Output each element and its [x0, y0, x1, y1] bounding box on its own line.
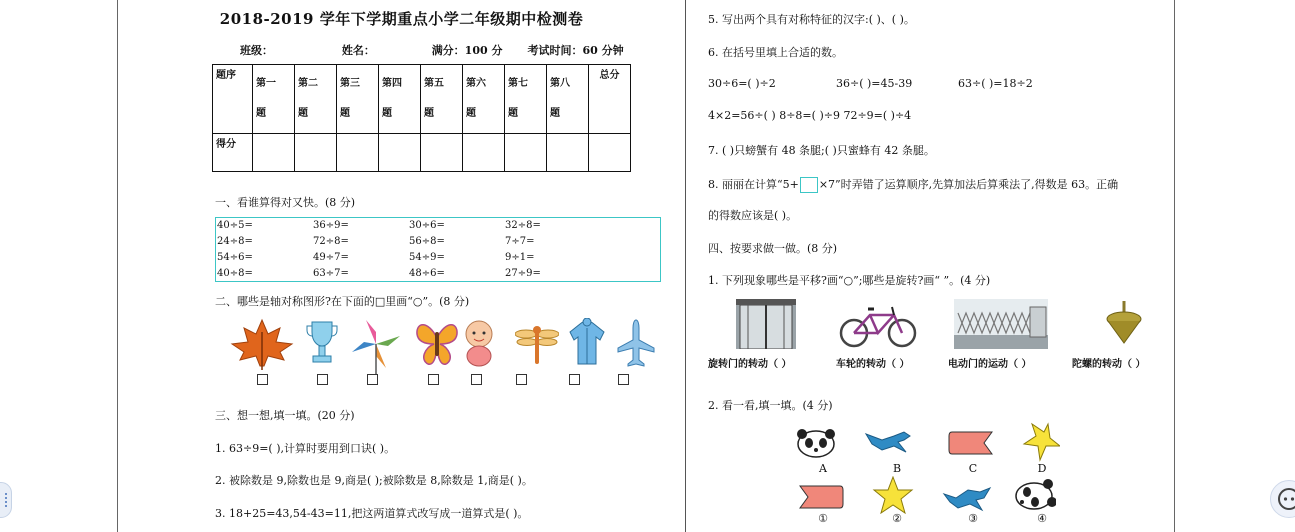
calc-row	[217, 235, 657, 251]
calc-row	[217, 219, 657, 235]
assistant-button[interactable]	[1270, 480, 1295, 518]
answer-checkbox[interactable]	[516, 374, 527, 385]
butterfly-icon	[414, 318, 460, 370]
score-col-2: 第二 题	[295, 65, 337, 134]
calc-item: 40÷5=	[217, 220, 253, 231]
question-6-row1-c: 63÷( )=18÷2	[958, 77, 1033, 90]
side-panel-toggle[interactable]	[0, 482, 12, 518]
chat-bot-icon	[1277, 487, 1295, 511]
section4-title: 四、按要求做一做。(8 分)	[708, 242, 838, 255]
shape-label-d: D	[1037, 462, 1047, 475]
score-cell	[337, 134, 379, 172]
calc-item: 36÷9=	[313, 220, 349, 231]
question-6-row2: 4×2=56÷( ) 8÷8=( )÷9 72÷9=( )÷4	[708, 109, 912, 122]
right-page	[686, 0, 1174, 532]
calc-item: 54÷9=	[409, 252, 445, 263]
question-8	[708, 176, 1118, 193]
calc-item: 72÷8=	[313, 236, 349, 247]
question-8-line2: 的得数应该是( )。	[708, 209, 798, 222]
coat-icon	[568, 318, 606, 370]
calc-item: 30÷6=	[409, 220, 445, 231]
revolving-door-photo	[736, 299, 796, 349]
ribbon-shape-rotated-icon	[798, 484, 844, 510]
blank-box[interactable]	[800, 177, 818, 193]
score-col-1: 第一 题	[253, 65, 295, 134]
question-7: 7. ( )只螃蟹有 48 条腿;( )只蜜蜂有 42 条腿。	[708, 144, 935, 157]
info-row	[240, 42, 624, 58]
score-col-7: 第七 题	[505, 65, 547, 134]
baby-icon	[462, 318, 496, 370]
caption-electric-gate: 电动门的运动（ ）	[948, 359, 1032, 370]
class-label: 班级：	[240, 44, 273, 57]
question-3-3: 3. 18+25=43,54-43=11,把这两道算式改写成一道算式是( )。	[215, 507, 529, 520]
shape-label-2: ②	[892, 512, 902, 525]
bird-icon	[864, 428, 912, 458]
calc-row	[217, 267, 657, 283]
shape-label-4: ④	[1037, 512, 1047, 525]
question-6: 6. 在括号里填上合适的数。	[708, 46, 843, 59]
answer-checkbox[interactable]	[471, 374, 482, 385]
answer-checkbox[interactable]	[428, 374, 439, 385]
calc-item: 54÷6=	[217, 252, 253, 263]
shape-label-1: ①	[818, 512, 828, 525]
shape-label-3: ③	[968, 512, 978, 525]
question-8-part2: ×7”时弄错了运算顺序,先算加法后算乘法了,得数是 63。正确	[818, 178, 1119, 191]
shape-label-c: C	[968, 462, 978, 475]
score-col-4: 第四 题	[379, 65, 421, 134]
bicycle-photo	[838, 299, 918, 349]
full-score: 满分：100 分	[431, 44, 503, 57]
name-label: 姓名：	[341, 44, 375, 57]
panda-rotated-icon	[1012, 478, 1056, 512]
answer-checkbox[interactable]	[367, 374, 378, 385]
question-3-2: 2. 被除数是 9,除数也是 9,商是( );被除数是 8,除数是 1,商是( )。	[215, 474, 533, 487]
score-cell	[253, 134, 295, 172]
spinning-top-photo	[1104, 299, 1144, 349]
section4-question-1: 1. 下列现象哪些是平移?画“○”;哪些是旋转?画“ ”。(4 分)	[708, 274, 991, 287]
exam-time: 考试时间：60 分钟	[527, 44, 624, 57]
score-col-5: 第五 题	[421, 65, 463, 134]
calc-item: 24÷8=	[217, 236, 253, 247]
left-page	[118, 0, 685, 532]
calc-item: 9÷1=	[505, 252, 535, 263]
question-5: 5. 写出两个具有对称特征的汉字:( )、( )。	[708, 13, 915, 26]
calc-box	[215, 217, 661, 282]
answer-checkbox[interactable]	[569, 374, 580, 385]
score-cell	[589, 134, 631, 172]
question-3-1: 1. 63÷9=( ),计算时要用到口诀( )。	[215, 442, 396, 455]
score-table	[212, 64, 631, 172]
dragonfly-icon	[515, 318, 559, 370]
score-col-6: 第六 题	[463, 65, 505, 134]
calc-item: 48÷6=	[409, 268, 445, 279]
shape-label-b: B	[892, 462, 902, 475]
drag-handle-icon	[5, 493, 8, 507]
panda-icon	[794, 426, 838, 460]
answer-checkbox[interactable]	[257, 374, 268, 385]
sidebar-border-right	[1174, 0, 1175, 532]
section3-title: 三、想一想,填一填。(20 分)	[215, 409, 355, 422]
airplane-icon	[616, 318, 656, 372]
score-col-8: 第八 题	[547, 65, 589, 134]
trophy-icon	[306, 318, 338, 372]
calc-row	[217, 251, 657, 267]
calc-item: 7÷7=	[505, 236, 535, 247]
electric-gate-photo	[954, 299, 1048, 349]
calc-item: 56÷8=	[409, 236, 445, 247]
question-6-row1-a: 30÷6=( )÷2	[708, 77, 776, 90]
ribbon-shape-icon	[948, 430, 994, 456]
bird-rotated-icon	[942, 484, 992, 512]
score-cell	[295, 134, 337, 172]
shape-label-a: A	[819, 462, 827, 475]
calc-item: 63÷7=	[313, 268, 349, 279]
answer-checkbox[interactable]	[317, 374, 328, 385]
score-col-3: 第三 题	[337, 65, 379, 134]
section1-title: 一、看谁算得对又快。(8 分)	[215, 196, 356, 209]
score-cell	[379, 134, 421, 172]
question-8-part1: 8. 丽丽在计算“5+	[708, 178, 799, 191]
pinwheel-icon	[346, 318, 406, 374]
score-cell	[463, 134, 505, 172]
score-cell	[547, 134, 589, 172]
section4-question-2: 2. 看一看,填一填。(4 分)	[708, 399, 833, 412]
section2-title: 二、哪些是轴对称图形?在下面的□里画“○”。(8 分)	[215, 295, 470, 308]
exam-title: 2018-2019 学年下学期重点小学二年级期中检测卷	[219, 10, 584, 28]
score-row-label: 得分	[213, 134, 253, 172]
maple-leaf-icon	[230, 318, 294, 372]
score-table-header: 题序	[213, 65, 253, 134]
caption-spinning-top: 陀螺的转动（ ）	[1072, 359, 1146, 370]
symmetry-figures	[230, 318, 650, 390]
calc-item: 27÷9=	[505, 268, 541, 279]
calc-item: 40÷8=	[217, 268, 253, 279]
calc-item: 49÷7=	[313, 252, 349, 263]
caption-bicycle: 车轮的转动（ ）	[836, 359, 910, 370]
answer-checkbox[interactable]	[618, 374, 629, 385]
star-icon	[1020, 422, 1060, 462]
score-cell	[505, 134, 547, 172]
score-cell	[421, 134, 463, 172]
question-6-row1-b: 36÷( )=45-39	[836, 77, 913, 90]
score-total-header: 总分	[589, 65, 631, 134]
caption-revolving-door: 旋转门的转动（ ）	[708, 359, 792, 370]
star-rotated-icon	[872, 476, 914, 514]
calc-item: 32÷8=	[505, 220, 541, 231]
